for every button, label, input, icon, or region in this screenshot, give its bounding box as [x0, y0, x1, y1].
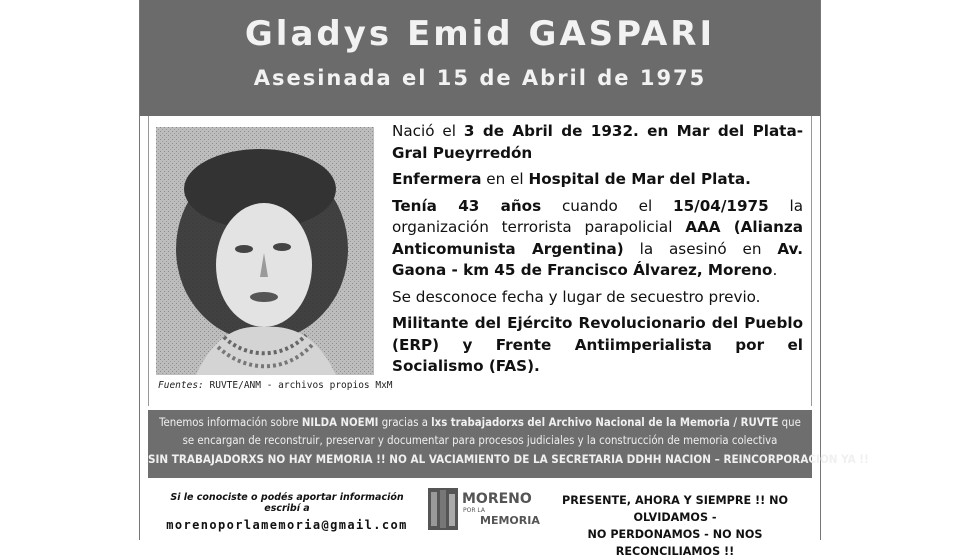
header-band: [140, 0, 820, 116]
slogan-line-1: PRESENTE, AHORA Y SIEMPRE !! NO OLVIDAMOS -: [562, 494, 788, 524]
bio-bold: 15/04/1975: [673, 196, 769, 215]
credit-label: Fuentes:: [158, 380, 204, 391]
logo-bottom: MEMORIA: [480, 514, 540, 527]
bio-text: la asesinó en: [623, 239, 778, 258]
bio-bold: Enfermera: [392, 170, 482, 188]
bio-text: Nació el: [392, 122, 464, 140]
bio-text: cuando el: [541, 196, 674, 215]
portrait-image: [156, 127, 374, 375]
bio-text: .: [772, 261, 778, 279]
bio-occupation: [392, 169, 803, 191]
bio-death: [392, 196, 803, 282]
portrait-photo: [156, 127, 374, 375]
credit-text: RUVTE/ANM - archivos propios MxM: [209, 380, 393, 391]
bio-bold: Tenía 43 años: [392, 196, 542, 215]
bio-bold: Hospital de Mar del Plata.: [528, 170, 751, 188]
bio-bold: Militante del Ejército Revolucionario del Pueblo (ERP) y Frente Antiimperialista por el Socialismo (FAS).: [392, 314, 803, 375]
info-banner: [148, 410, 869, 478]
biography: [392, 121, 803, 383]
banner-text: gracias a: [378, 416, 432, 429]
banner-bold: NILDA NOEMI: [301, 416, 379, 429]
moreno-por-la-memoria-logo: [428, 486, 540, 532]
bio-bold: AAA (Alianza Anticomunista Argentina): [392, 218, 803, 258]
bio-birth: [392, 121, 803, 164]
bio-text: en el: [481, 170, 529, 188]
bio-bold: 3 de Abril de 1932. en Mar del Plata-Gral Pueyrredón: [392, 122, 803, 162]
bio-text: la organización terrorista parapolicial: [392, 196, 804, 236]
bio-bold: Av. Gaona - km 45 de Francisco Álvarez, Moreno: [392, 239, 803, 279]
logo-top: MORENO: [462, 491, 532, 507]
contact-line: Si le conociste o podés aportar información escribí a: [170, 492, 404, 514]
slogan-block: [534, 492, 816, 560]
banner-line-3: SIN TRABAJADORXS NO HAY MEMORIA !! NO AL VACIAMIENTO DE LA SECRETARIA DDHH NACION – REINCORPORACION YA !!: [148, 452, 869, 466]
bio-kidnapping: Se desconoce fecha y lugar de secuestro previo.: [392, 287, 761, 306]
logo-mid: POR LA: [463, 507, 486, 514]
page-subtitle: Asesinada el 15 de Abril de 1975: [253, 66, 707, 90]
memorial-card: [139, 0, 869, 558]
contact-email[interactable]: morenoporlamemoria@gmail.com: [166, 518, 408, 532]
slogan-line-2: NO PERDONAMOS - NO NOS RECONCILIAMOS !!: [587, 528, 763, 558]
banner-bold: lxs trabajadorxs del Archivo Nacional de la Memoria / RUVTE: [431, 416, 779, 429]
banner-text: que: [778, 416, 801, 429]
banner-line-2: se encargan de reconstruir, preservar y documentar para procesos judiciales y la construcción de memoria colectiva: [182, 434, 778, 447]
bio-militancy: [392, 313, 803, 378]
page-title: Gladys Emid GASPARI: [244, 14, 716, 54]
photo-credit: [158, 380, 393, 391]
banner-text: Tenemos información sobre: [159, 416, 302, 429]
contact-block: [152, 492, 422, 532]
banner-line-1: [148, 414, 812, 432]
